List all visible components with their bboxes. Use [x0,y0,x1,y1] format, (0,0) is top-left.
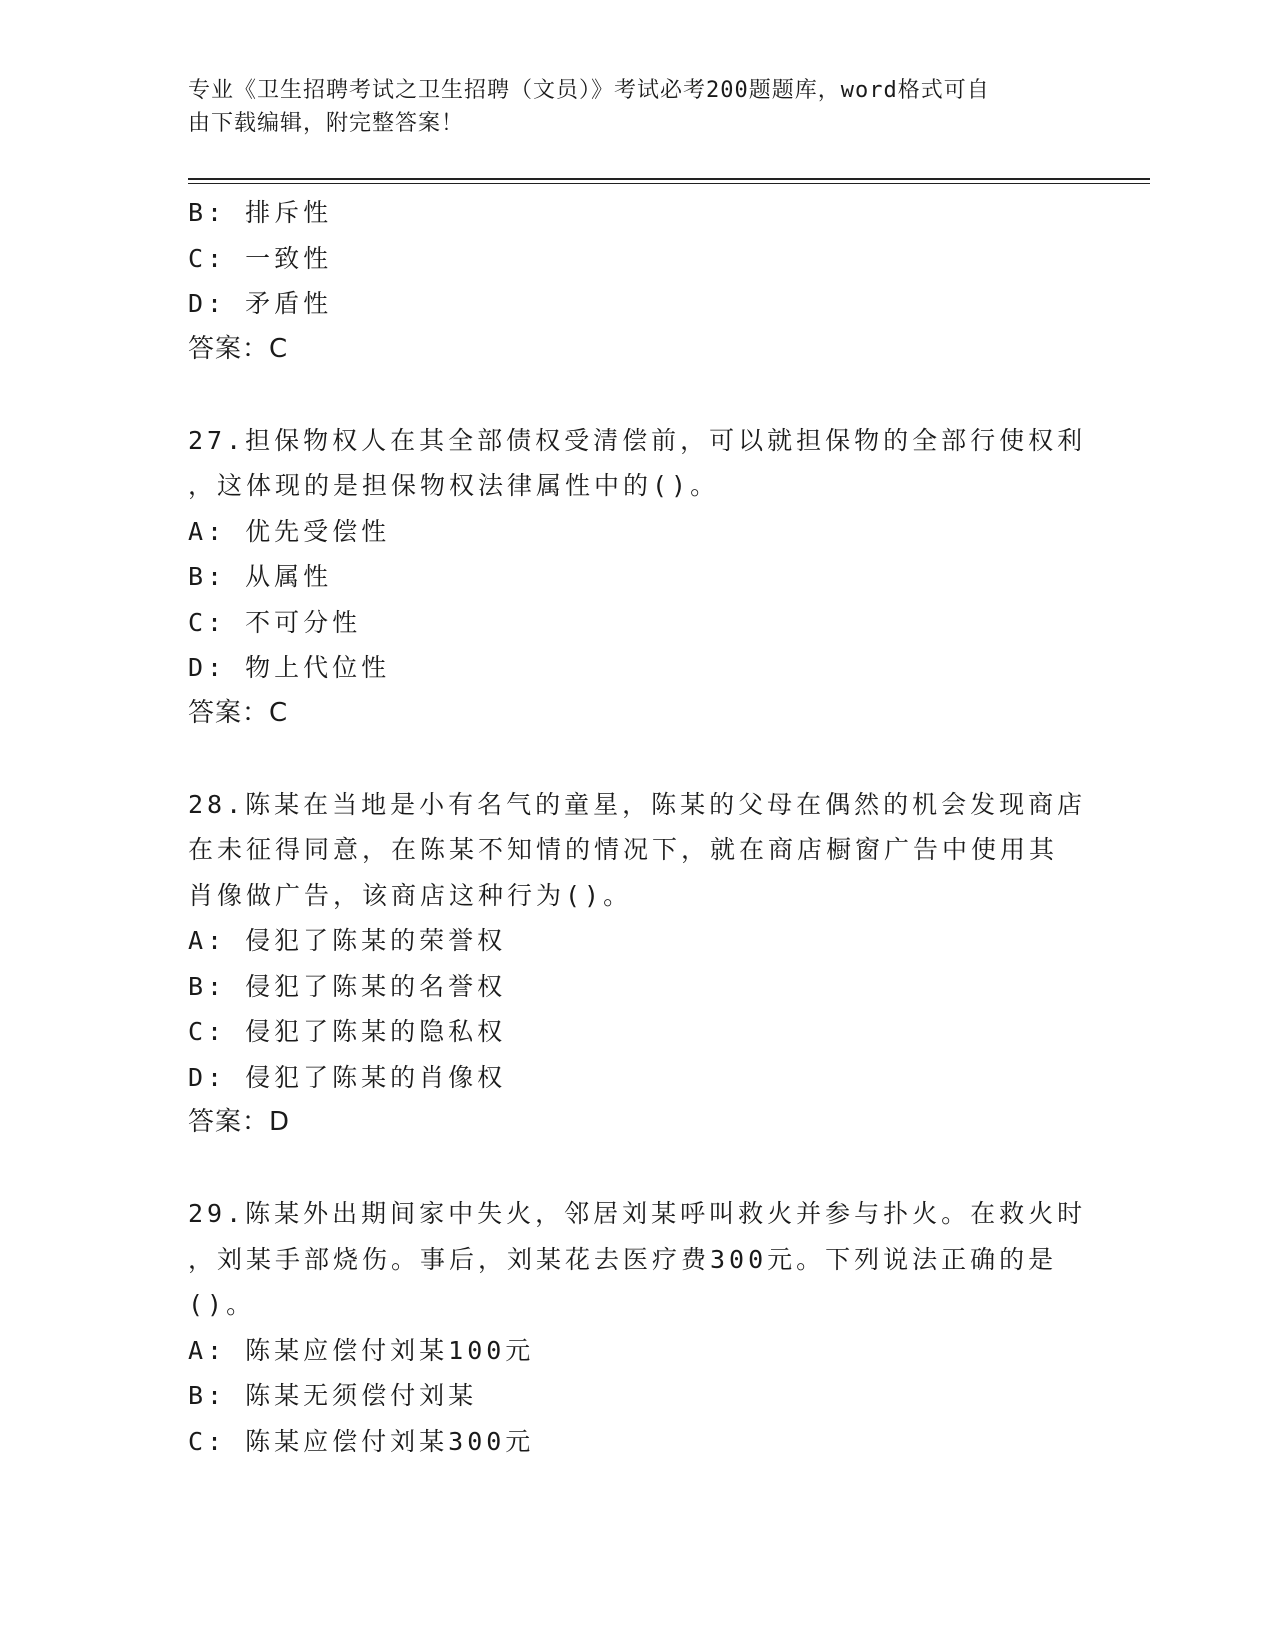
option-a: A: 优先受偿性 [188,516,391,546]
question-stem: 28.陈某在当地是小有名气的童星，陈某的父母在偶然的机会发现商店 [188,789,1087,819]
question-stem-continued: ，这体现的是担保物权法律属性中的()。 [188,471,720,500]
option-b: B: 从属性 [188,562,333,591]
option-b: B: 侵犯了陈某的名誉权 [188,971,507,1001]
option-c: C: 一致性 [188,243,333,273]
question-stem-continued: 在未征得同意，在陈某不知情的情况下，就在商店橱窗广告中使用其 [188,835,1059,864]
question-29 [188,1191,1088,1464]
answer-line: 答案：D [188,1107,291,1137]
question-stem: 29.陈某外出期间家中失火，邻居刘某呼叫救火并参与扑火。在救火时 [188,1199,1087,1228]
blank-line [188,1146,1088,1192]
header-line-2: 由下载编辑，附完整答案！ [188,111,465,136]
document-header [188,74,1078,140]
option-c: C: 不可分性 [188,607,362,637]
header-divider-thick [188,178,1150,180]
option-d: D: 侵犯了陈某的肖像权 [188,1062,507,1092]
question-26-tail [188,190,1088,372]
option-b: B: 排斥性 [188,198,333,227]
header-line-1: 专业《卫生招聘考试之卫生招聘（文员）》考试必考200题题库，word格式可自 [188,78,990,103]
option-b: B: 陈某无须偿付刘某 [188,1381,478,1410]
question-stem-continued: 肖像做广告，该商店这种行为()。 [188,880,633,910]
option-d: D: 物上代位性 [188,653,391,682]
question-stem-continued: ，刘某手部烧伤。事后，刘某花去医疗费300元。下列说法正确的是 [188,1244,1058,1274]
question-stem-continued: ()。 [188,1290,256,1319]
question-stem: 27.担保物权人在其全部债权受清偿前，可以就担保物的全部行使权利 [188,425,1087,455]
option-d: D: 矛盾性 [188,289,333,318]
blank-line [188,736,1088,782]
option-c: C: 侵犯了陈某的隐私权 [188,1017,507,1046]
answer-line: 答案：C [188,697,289,728]
option-a: A: 陈某应偿付刘某100元 [188,1335,535,1365]
header-divider-thin [188,183,1150,184]
answer-line: 答案：C [188,333,289,364]
question-27 [188,418,1088,737]
option-a: A: 侵犯了陈某的荣誉权 [188,926,507,955]
question-28 [188,782,1088,1146]
blank-line [188,372,1088,418]
document-body [188,190,1088,1464]
option-c: C: 陈某应偿付刘某300元 [188,1426,535,1456]
